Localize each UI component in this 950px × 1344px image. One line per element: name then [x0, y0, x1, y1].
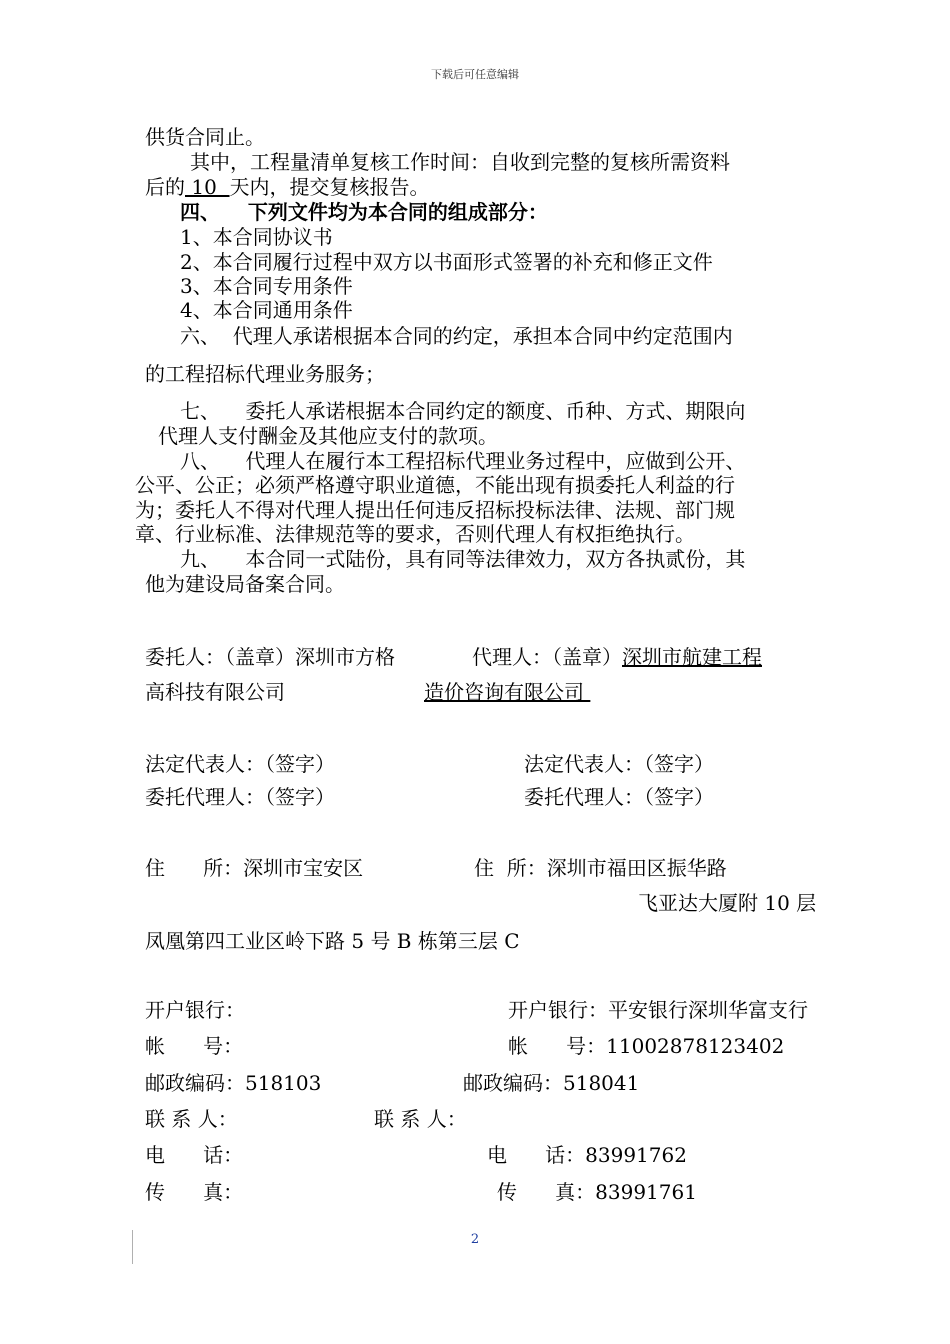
text-line: 其中，工程量清单复核工作时间：自收到完整的复核所需资料: [190, 150, 730, 174]
client-label: 委托人：（盖章）深圳市方格: [145, 645, 395, 669]
text-line: 公平、公正；必须严格遵守职业道德，不能出现有损委托人利益的行: [135, 473, 735, 497]
text-line: 代理人支付酬金及其他应支付的款项。: [158, 424, 498, 448]
list-item: 3、本合同专用条件: [180, 274, 353, 298]
bank-right: 开户银行：平安银行深圳华富支行: [508, 998, 808, 1022]
text-line: 的工程招标代理业务服务；: [145, 362, 385, 386]
bank-left: 开户银行：: [145, 998, 245, 1022]
text-fragment: 后的: [145, 175, 185, 199]
client-name-cont: 高科技有限公司: [145, 680, 285, 704]
fax-right: 传 真：83991761: [497, 1180, 697, 1204]
list-item: 1、本合同协议书: [180, 225, 333, 249]
underlined-days: 10: [185, 175, 230, 199]
phone-left: 电 话：: [145, 1143, 244, 1167]
text-line: 八、 代理人在履行本工程招标代理业务过程中，应做到公开、: [180, 449, 746, 473]
text-line: 他为建设局备案合同。: [145, 572, 345, 596]
text-fragment: 天内，提交复核报告。: [229, 175, 430, 199]
phone-right: 电 话：83991762: [487, 1143, 687, 1167]
address-right: 住 所：深圳市福田区振华路: [474, 856, 727, 880]
legal-rep-right: 法定代表人：（签字）: [524, 752, 714, 776]
page-number: 2: [470, 1232, 480, 1247]
proxy-left: 委托代理人：（签字）: [145, 785, 335, 809]
address-right-cont: 飞亚达大厦附 10 层: [638, 891, 817, 915]
contact-person-right: 联 系 人：: [374, 1107, 467, 1131]
agent-label: [472, 645, 762, 669]
text-line: 七、 委托人承诺根据本合同约定的额度、币种、方式、期限向: [180, 399, 746, 423]
text-line: 为；委托人不得对代理人提出任何违反招标投标法律、法规、部门规: [135, 498, 735, 522]
contact-person-left: 联 系 人：: [145, 1107, 238, 1131]
address-left-cont: 凤凰第四工业区岭下路 5 号 B 栋第三层 C: [145, 929, 520, 953]
address-left: 住 所：深圳市宝安区: [145, 856, 364, 880]
fax-left: 传 真：: [145, 1180, 244, 1204]
agent-label-text: 代理人：（盖章）: [472, 645, 622, 669]
section-heading: 四、 下列文件均为本合同的组成部分：: [180, 200, 548, 224]
legal-rep-left: 法定代表人：（签字）: [145, 752, 335, 776]
account-left: 帐 号：: [145, 1034, 244, 1058]
proxy-right: 委托代理人：（签字）: [524, 785, 714, 809]
page-header: 下载后可任意编辑: [431, 68, 519, 81]
account-right: 帐 号：11002878123402: [508, 1034, 785, 1058]
postcode-right: 邮政编码：518041: [463, 1071, 640, 1095]
text-line: 六、 代理人承诺根据本合同的约定，承担本合同中约定范围内: [180, 324, 733, 348]
text-line: 供货合同止。: [145, 125, 265, 149]
text-line: [145, 175, 430, 199]
list-item: 2、本合同履行过程中双方以书面形式签署的补充和修正文件: [180, 250, 713, 274]
list-item: 4、本合同通用条件: [180, 298, 353, 322]
text-line: 九、 本合同一式陆份，具有同等法律效力，双方各执贰份，其: [180, 547, 746, 571]
postcode-left: 邮政编码：518103: [145, 1071, 322, 1095]
text-line: 章、行业标准、法律规范等的要求，否则代理人有权拒绝执行。: [135, 522, 695, 546]
agent-name-line1: 深圳市航建工程: [622, 645, 762, 669]
agent-name-line2: 造价咨询有限公司: [424, 680, 591, 704]
